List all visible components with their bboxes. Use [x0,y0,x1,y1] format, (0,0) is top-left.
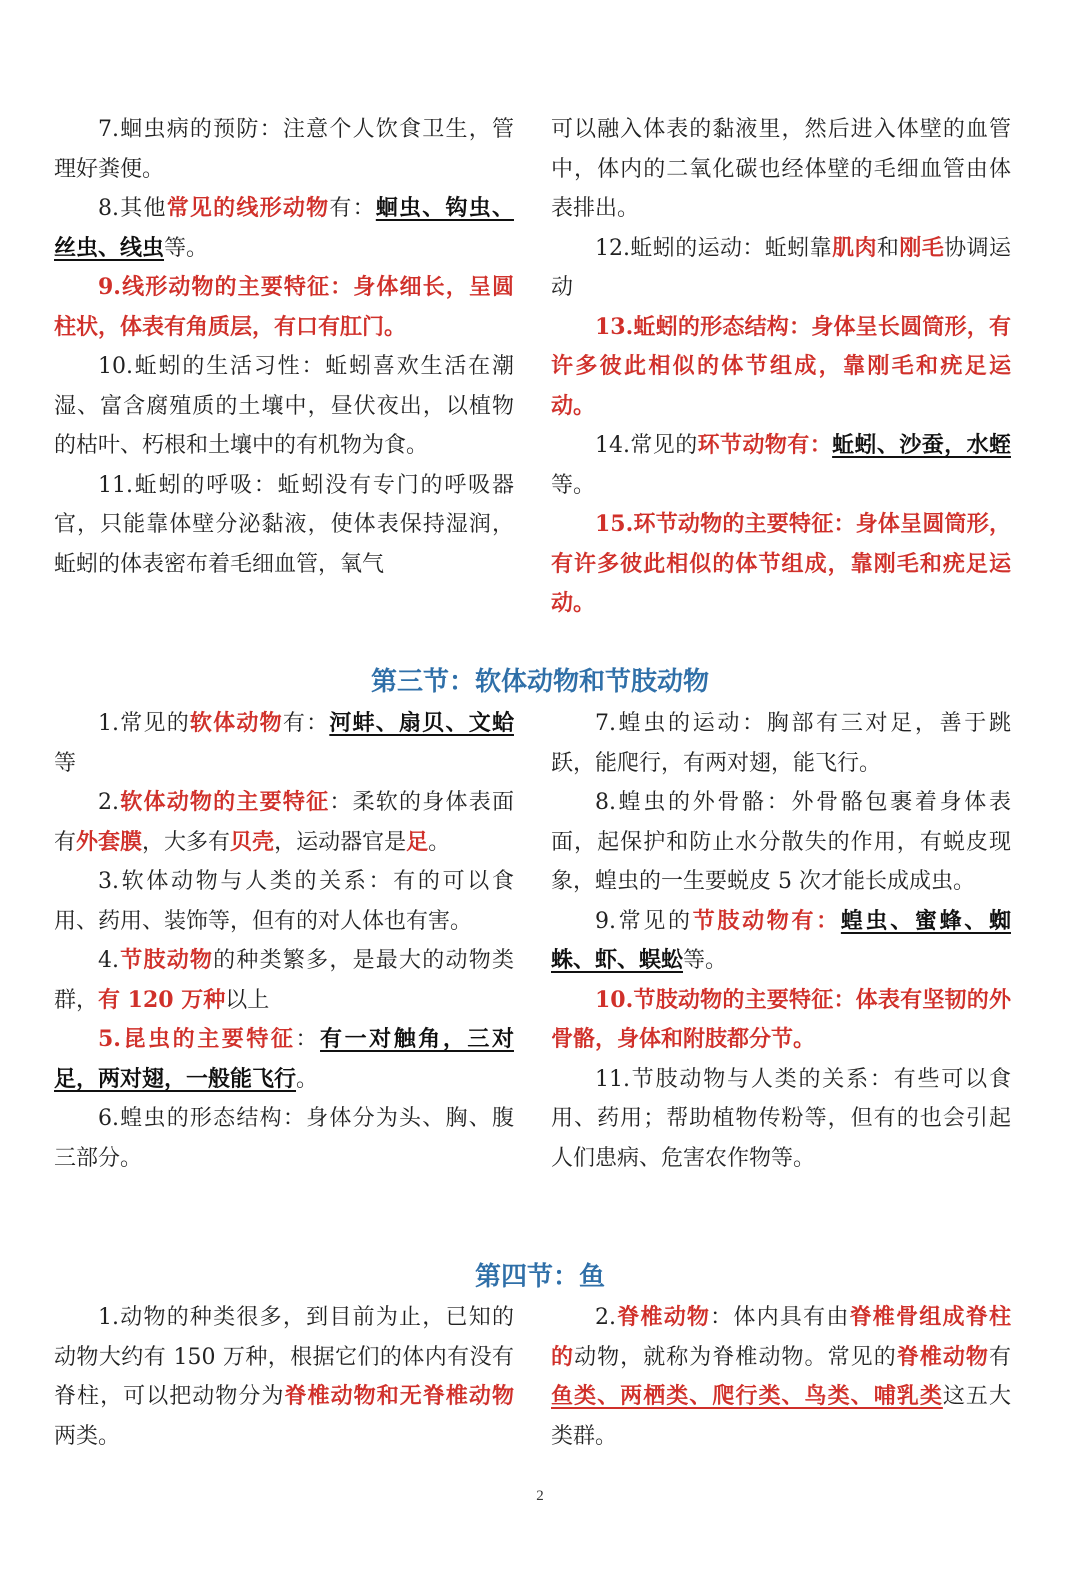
item-animal-classification: 1.动物的种类很多，到目前为止，已知的动物大约有 150 万种，根据它们的体内有没有脊柱，可以把动物分为脊椎动物和无脊椎动物两类。 [54,1305,514,1449]
item-locust-structure: 6.蝗虫的形态结构：身体分为头、胸、腹三部分。 [54,1106,514,1171]
item-arthropod-variety: 4.节肢动物的种类繁多，是最大的动物类群，有 120 万种以上 [54,947,514,1013]
item-mollusk-relation: 3.软体动物与人类的关系：有的可以食用、药用、装饰等，但有的对人体也有害。 [54,869,514,934]
item-locust-movement: 7.蝗虫的运动：胸部有三对足，善于跳跃，能爬行，有两对翅，能飞行。 [551,711,1011,776]
section4-left-column [54,1298,514,1456]
item-mollusk-features: 2.软体动物的主要特征：柔软的身体表面有外套膜，大多有贝壳，运动器官是足。 [54,789,514,855]
item-earthworm-breathing-cont: 可以融入体表的黏液里，然后进入体壁的血管中，体内的二氧化碳也经体壁的毛细血管由体表排出。 [551,117,1011,221]
item-earthworm-habits: 10.蚯蚓的生活习性：蚯蚓喜欢生活在潮湿、富含腐殖质的土壤中，昼伏夜出，以植物的枯叶、朽根和土壤中的有机物为食。 [54,354,514,458]
item-earthworm-breathing: 11.蚯蚓的呼吸：蚯蚓没有专门的呼吸器官，只能靠体壁分泌黏液，使体表保持湿润，蚯蚓的体表密布着毛细血管，氧气 [54,472,514,577]
item-arthropod-relation: 11.节肢动物与人类的关系：有些可以食用、药用；帮助植物传粉等，但有的也会引起人们患病、危害农作物等。 [551,1066,1011,1171]
section4-title: 第四节：鱼 [474,1262,605,1292]
item-earthworm-movement: 12.蚯蚓的运动：蚯蚓靠肌肉和刚毛协调运动 [551,234,1011,300]
item-common-nematodes: 8.其他常见的线形动物有：蛔虫、钩虫、丝虫、线虫等。 [54,195,514,261]
section3-left-column [54,704,514,1178]
section4-right-column [551,1298,1011,1456]
section3-right-column [551,704,1011,1178]
item-vertebrates: 2.脊椎动物：体内具有由脊椎骨组成脊柱的动物，就称为脊椎动物。常见的脊椎动物有鱼类、两栖类、爬行类、鸟类、哺乳类这五大类群。 [551,1304,1011,1449]
page-number: 2 [536,1488,544,1504]
block1-right-column [551,110,1011,624]
item-common-arthropods: 9.常见的节肢动物有：蝗虫、蜜蜂、蜘蛛、虾、蜈蚣等。 [551,907,1011,973]
item-insect-features: 5.昆虫的主要特征：有一对触角，三对足，两对翅，一般能飞行。 [54,1026,514,1092]
item-common-mollusks: 1.常见的软体动物有：河蚌、扇贝、文蛤等 [54,710,514,776]
item-annelid-features: 15.环节动物的主要特征：身体呈圆筒形，有许多彼此相似的体节组成，靠刚毛和疣足运动。 [551,511,1011,616]
item-locust-exoskeleton: 8.蝗虫的外骨骼：外骨骼包裹着身体表面，起保护和防止水分散失的作用，有蜕皮现象，蝗虫的一生要蜕皮 5 次才能长成成虫。 [551,790,1011,894]
item-roundworm-prevention: 7.蛔虫病的预防：注意个人饮食卫生，管理好粪便。 [54,117,514,182]
section3-title: 第三节：软体动物和节肢动物 [370,667,709,697]
item-nematode-features: 9.线形动物的主要特征：身体细长，呈圆柱状，体表有角质层，有口有肛门。 [54,274,514,340]
item-common-annelids: 14.常见的环节动物有：蚯蚓、沙蚕，水蛭等。 [551,432,1011,498]
block1-left-column [54,110,514,584]
item-earthworm-structure: 13.蚯蚓的形态结构：身体呈长圆筒形，有许多彼此相似的体节组成，靠刚毛和疣足运动。 [551,313,1011,419]
item-arthropod-features: 10.节肢动物的主要特征：体表有坚韧的外骨骼，身体和附肢都分节。 [551,986,1011,1052]
